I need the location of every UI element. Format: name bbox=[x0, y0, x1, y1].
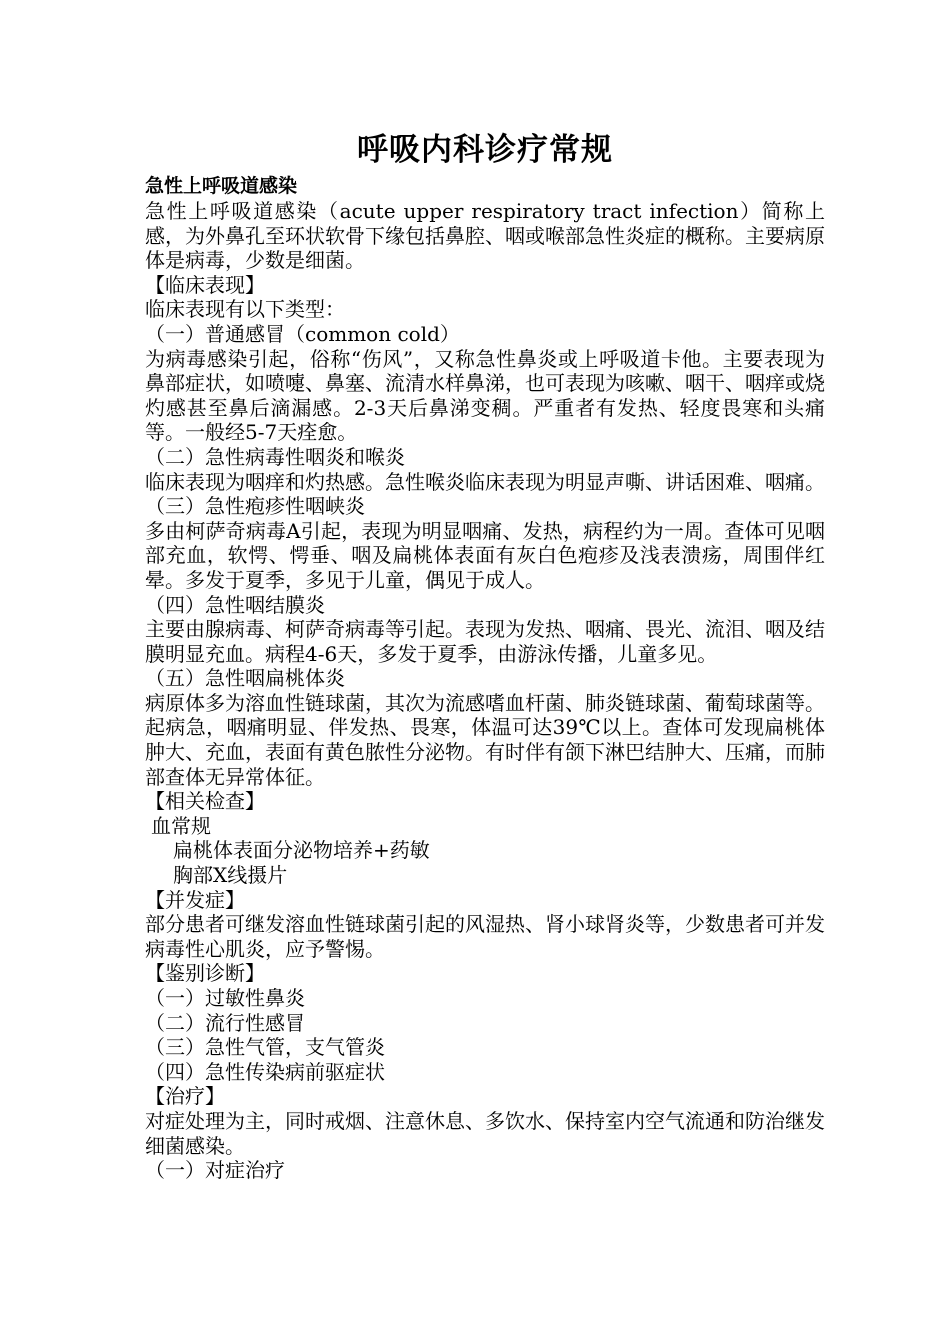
section-title: 急性上呼吸道感染 bbox=[145, 175, 298, 197]
exam-item-xray: 胸部X线摄片 bbox=[173, 863, 288, 888]
differential-item-1: （一）过敏性鼻炎 bbox=[145, 986, 305, 1010]
treatment-heading: 【治疗】 bbox=[145, 1084, 225, 1109]
exams-heading: 【相关检查】 bbox=[145, 789, 265, 814]
exam-item-blood-routine: 血常规 bbox=[151, 813, 211, 838]
type-1-name: （一）普通感冒（common cold） bbox=[145, 321, 460, 346]
treatment-text: 对症处理为主，同时戒烟、注意休息、多饮水、保持室内空气流通和防治继发细菌感染。 bbox=[145, 1108, 825, 1158]
differential-item-2: （二）流行性感冒 bbox=[145, 1010, 305, 1035]
treatment-sub: （一）对症治疗 bbox=[145, 1158, 285, 1183]
complications-text: 部分患者可继发溶血性链球菌引起的风湿热、肾小球肾炎等，少数患者可并发病毒性心肌炎，应予警惕。 bbox=[145, 912, 825, 961]
type-5-text: 病原体多为溶血性链球菌，其次为流感嗜血杆菌、肺炎链球菌、葡萄球菌等。起病急，咽痛明显、伴发热、畏寒，体温可达39℃以上。查体可发现扁桃体肿大、充血，表面有黄色脓性分泌物。有时伴有颌下淋巴结肿大、压痛，而肺部查体无异常体征。 bbox=[145, 690, 825, 789]
type-2-name: （二）急性病毒性咽炎和喉炎 bbox=[145, 444, 405, 469]
differential-item-4: （四）急性传染病前驱症状 bbox=[145, 1059, 385, 1084]
type-1-text: 为病毒感染引起，俗称“伤风”，又称急性鼻炎或上呼吸道卡他。主要表现为鼻部症状，如喷嚏、鼻塞、流清水样鼻涕，也可表现为咳嗽、咽干、咽痒或烧灼感甚至鼻后滴漏感。2-3天后鼻涕变稠。严重者有发热、轻度畏寒和头痛等。一般经5-7天痊愈。 bbox=[145, 346, 825, 445]
intro-paragraph: 急性上呼吸道感染（acute upper respiratory tract infection）简称上感，为外鼻孔至环状软骨下缘包括鼻腔、咽或喉部急性炎症的概称。主要病原体是病毒，少数是细菌。 bbox=[145, 199, 825, 273]
clinical-heading: 【临床表现】 bbox=[145, 272, 265, 297]
complications-heading: 【并发症】 bbox=[145, 887, 245, 912]
type-3-name: （三）急性疱疹性咽峡炎 bbox=[145, 494, 365, 519]
document-content bbox=[145, 128, 825, 1183]
type-5-name: （五）急性咽扁桃体炎 bbox=[145, 666, 345, 691]
type-3-text: 多由柯萨奇病毒A引起，表现为明显咽痛、发热，病程约为一周。查体可见咽部充血，软愕、愕垂、咽及扁桃体表面有灰白色疱疹及浅表溃疡，周围伴红晕。多发于夏季，多见于儿童，偶见于成人。 bbox=[145, 518, 825, 592]
type-4-name: （四）急性咽结膜炎 bbox=[145, 592, 325, 617]
type-4-text: 主要由腺病毒、柯萨奇病毒等引起。表现为发热、咽痛、畏光、流泪、咽及结膜明显充血。病程4-6天，多发于夏季，由游泳传播，儿童多见。 bbox=[145, 617, 825, 666]
page-title: 呼吸内科诊疗常规 bbox=[357, 132, 613, 168]
clinical-lead: 临床表现有以下类型： bbox=[145, 297, 345, 322]
exam-item-culture: 扁桃体表面分泌物培养+药敏 bbox=[173, 838, 430, 863]
differential-heading: 【鉴别诊断】 bbox=[145, 961, 265, 986]
type-2-text: 临床表现为咽痒和灼热感。急性喉炎临床表现为明显声嘶、讲话困难、咽痛。 bbox=[145, 469, 825, 494]
differential-item-3: （三）急性气管，支气管炎 bbox=[145, 1035, 385, 1060]
